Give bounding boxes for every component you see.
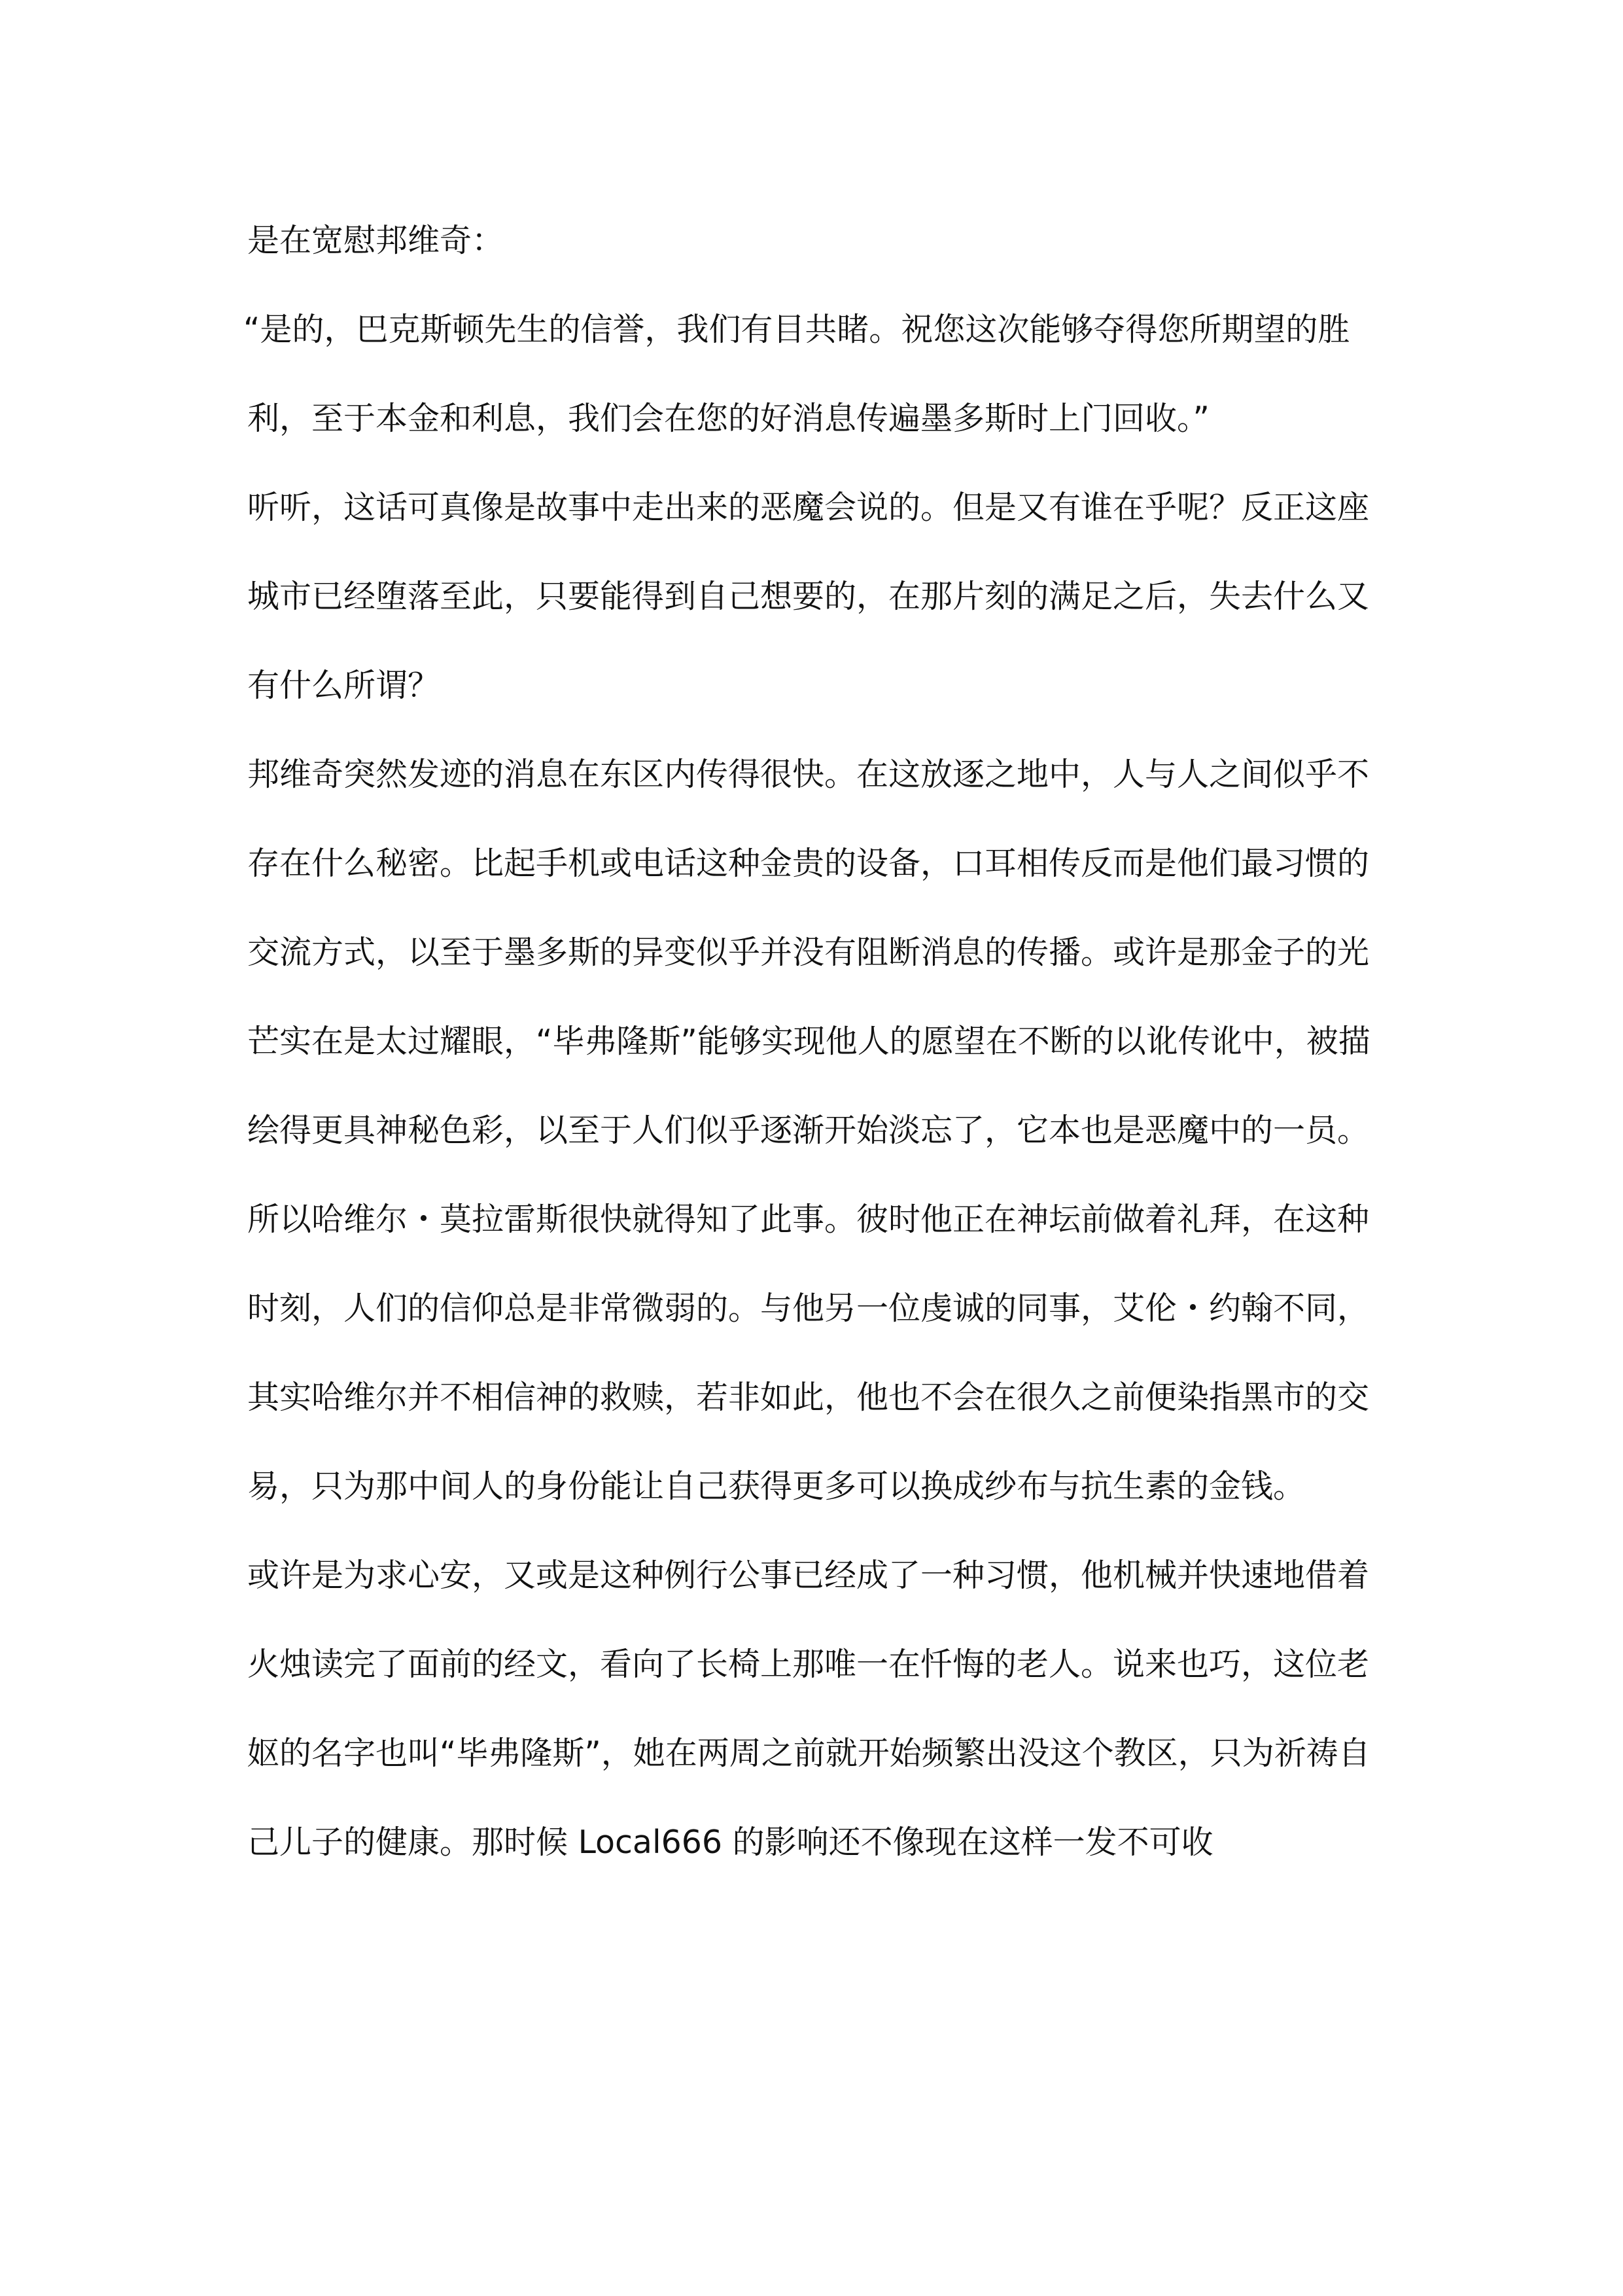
- paragraph-4: 邦维奇突然发迹的消息在东区内传得很快。在这放逐之地中，人与人之间似乎不存在什么秘密。比起手机或电话这种金贵的设备，口耳相传反而是他们最习惯的交流方式，以至于墨多斯的异变似乎并没有阻断消息的传播。或许是那金子的光芒实在是太过耀眼，“毕弗隆斯”能够实现他人的愿望在不断的以讹传讹中，被描绘得更具神秘色彩，以至于人们似乎逐渐开始淡忘了，它本也是恶魔中的一员。: [247, 756, 1370, 1149]
- document-body: [243, 196, 1386, 1887]
- paragraph-1: 是在宽慰邦维奇：: [247, 222, 504, 259]
- paragraph-2: “是的，巴克斯顿先生的信誉，我们有目共睹。祝您这次能够夺得您所期望的胜利，至于本金和利息，我们会在您的好消息传遍墨多斯时上门回收。”: [243, 311, 1350, 437]
- paragraph-3: 听听，这话可真像是故事中走出来的恶魔会说的。但是又有谁在乎呢？反正这座城市已经堕落至此，只要能得到自己想要的，在那片刻的满足之后，失去什么又有什么所谓？: [247, 489, 1370, 704]
- paragraph-5: 所以哈维尔・莫拉雷斯很快就得知了此事。彼时他正在神坛前做着礼拜，在这种时刻，人们的信仰总是非常微弱的。与他另一位虔诚的同事，艾伦・约翰不同，其实哈维尔并不相信神的救赎，若非如此，他也不会在很久之前便染指黑市的交易，只为那中间人的身份能让自己获得更多可以换成纱布与抗生素的金钱。: [247, 1201, 1370, 1505]
- paragraph-6: 或许是为求心安，又或是这种例行公事已经成了一种习惯，他机械并快速地借着火烛读完了面前的经文，看向了长椅上那唯一在忏悔的老人。说来也巧，这位老妪的名字也叫“毕弗隆斯”，她在两周之前就开始频繁出没这个教区，只为祈祷自己儿子的健康。那时候 Local666 的影响还不像现在这样一发不可收: [247, 1557, 1370, 1861]
